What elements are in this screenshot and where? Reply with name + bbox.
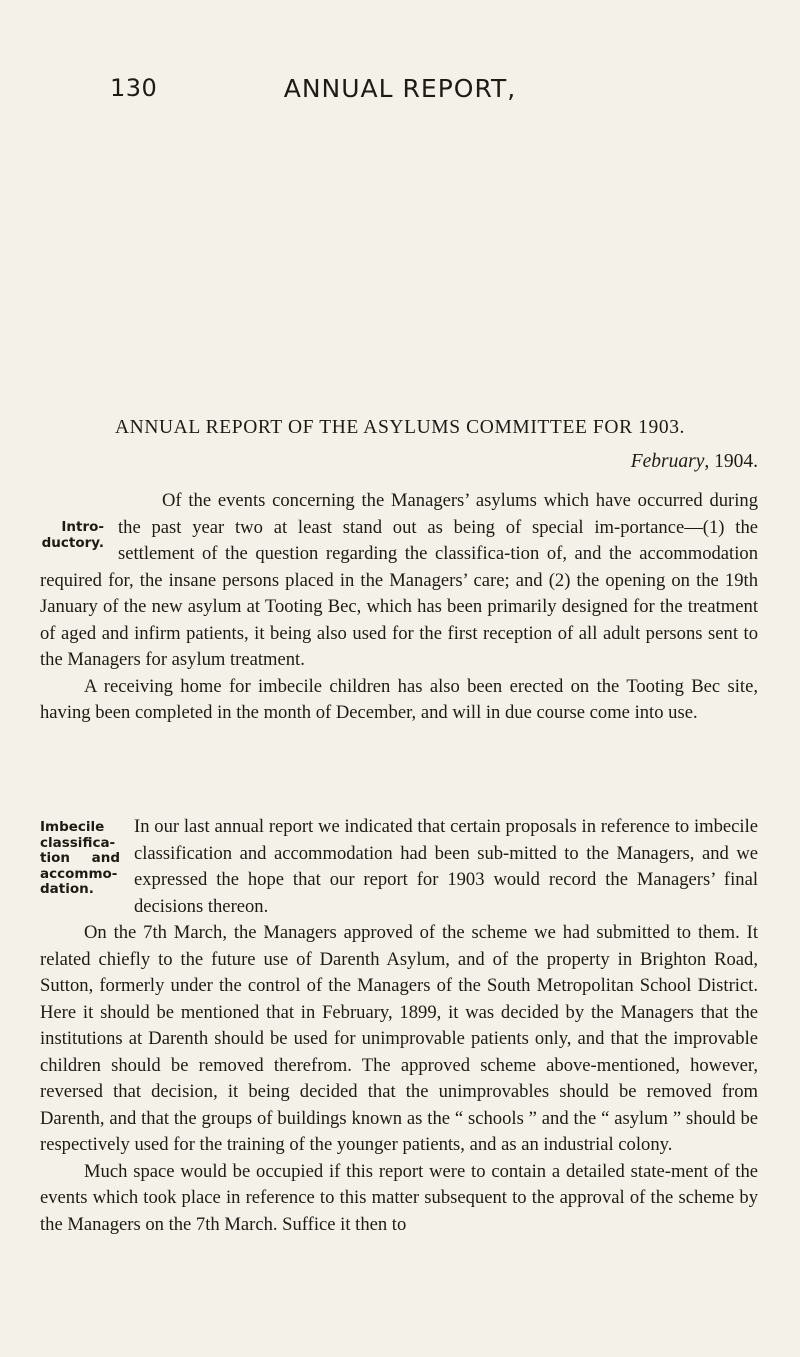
paragraph-2: A receiving home for imbecile children has also been erected on the Tooting Bec site, having been completed in the month of December, and will in due course come into use. — [40, 675, 758, 723]
running-title: ANNUAL REPORT, — [283, 74, 517, 103]
imbecile-section — [40, 814, 758, 1238]
paragraph-5: Much space would be occupied if this report were to contain a detailed state-ment of the events which took place in reference to this matter subsequent to the approval of the scheme by the Managers on the 7th March. Suffice it then to — [40, 1160, 758, 1235]
page-number: 130 — [110, 74, 158, 102]
sidenote-imbecile: Imbecile classifica-tion and accommo-dation. — [40, 819, 120, 897]
report-date — [631, 451, 758, 473]
date-month: February — [630, 451, 705, 472]
intro-section — [40, 488, 758, 727]
paragraph-4: On the 7th March, the Managers approved of the scheme we had submitted to them. It related chiefly to the future use of Darenth Asylum, and of the property in Brighton Road, Sutton, formerly under the control of the Managers of the South Metropolitan School District. Here it should be mentioned that in February, 1899, it was decided by the Managers that the institutions at Darenth should be used for unimprovable patients only, and that the improvable children should be removed therefrom. The approved scheme above-mentioned, however, reversed that decision, it being decided that the unimprovables should be removed from Darenth, and that the groups of buildings known as the “ schools ” and the “ asylum ” should be respectively used for the training of the younger patients, and as an industrial colony. — [40, 922, 758, 1155]
paragraph-1: Of the events concerning the Managers’ asylums which have occurred during the past year two at least stand out as being of special im-portance—(1) the settlement of the question regarding the classifica-tion of, and the accommodation required for, the insane persons placed in the Managers’ care; and (2) the opening on the 19th January of the new asylum at Tooting Bec, which has been primarily designed for the treatment of aged and infirm patients, it being also used for the first reception of all adult persons sent to the Managers for asylum treatment. — [40, 490, 758, 670]
sidenote-introductory: Intro-ductory. — [41, 519, 104, 551]
date-year: , 1904. — [704, 451, 758, 472]
report-title: ANNUAL REPORT OF THE ASYLUMS COMMITTEE FOR 1903. — [114, 417, 686, 438]
paragraph-3: In our last annual report we indicated that certain proposals in reference to imbecile classification and accommodation had been sub-mitted to the Managers, and we expressed the hope that our report for 1903 would record the Managers’ final decisions thereon. — [134, 816, 758, 917]
